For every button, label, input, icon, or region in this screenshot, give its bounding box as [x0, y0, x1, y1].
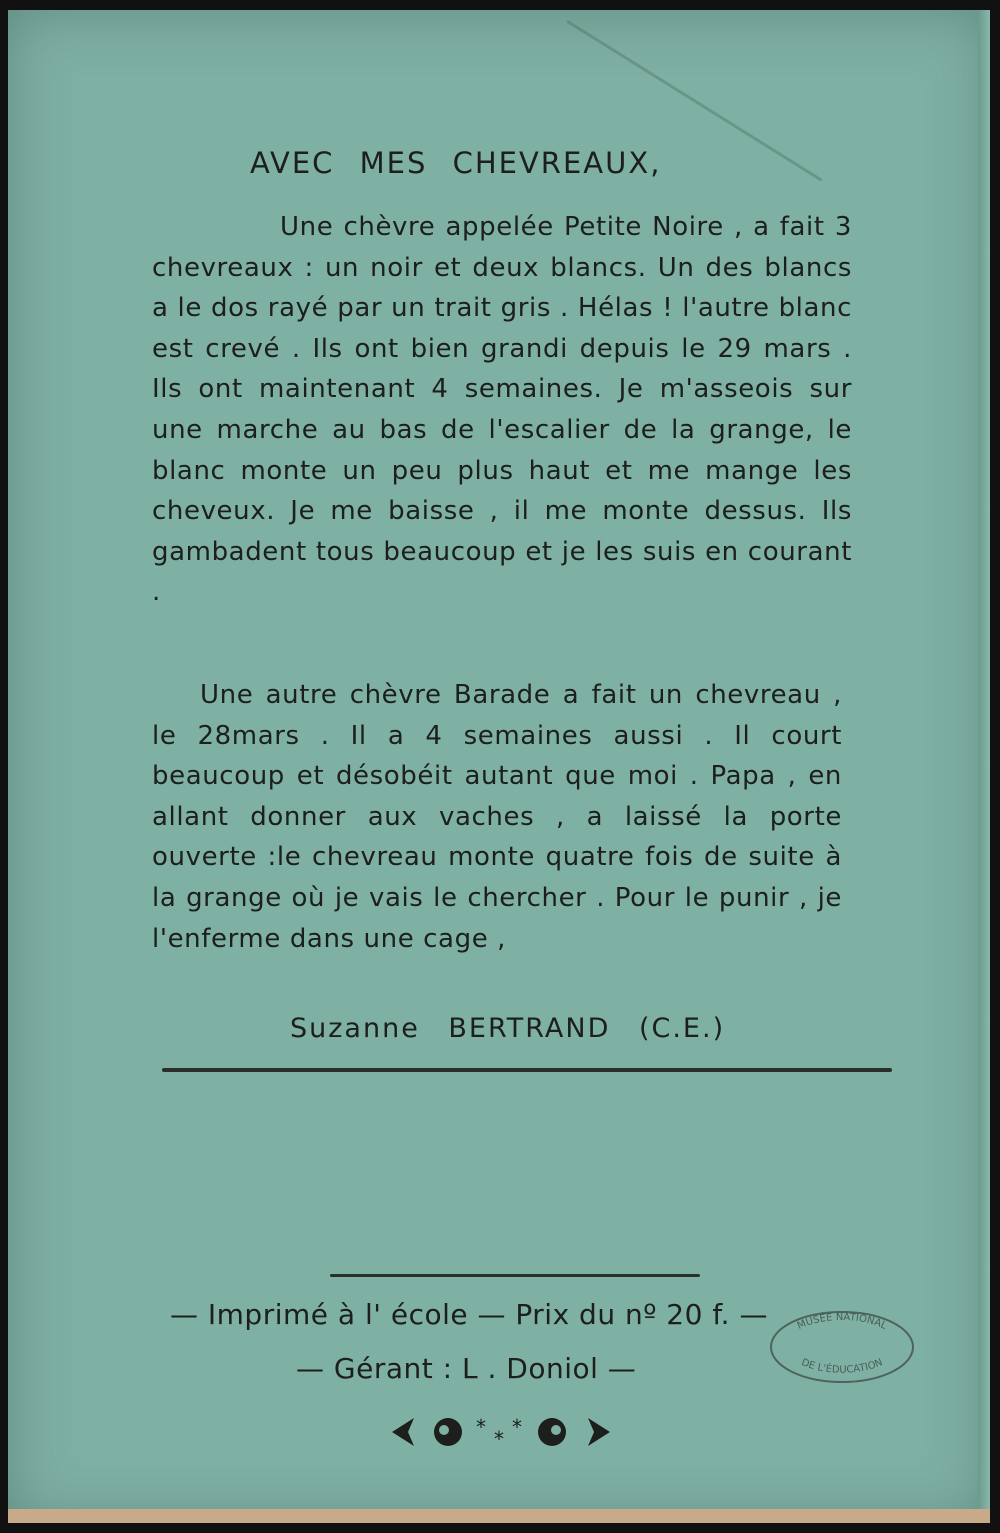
museum-stamp: [768, 1308, 916, 1386]
svg-text:MUSÉE NATIONAL: [796, 1311, 889, 1332]
page-edge-bottom: [8, 1509, 990, 1523]
footer-divider-rule: [330, 1274, 700, 1277]
page-edge-right: [978, 10, 990, 1523]
article-paragraph-2: Une autre chèvre Barade a fait un chevreau , le 28mars . Il a 4 semaines aussi . Il court beaucoup et désobéit autant que moi . Papa , en allant donner aux vaches , a laissé la porte ouverte :le chevreau monte quatre fois de suite à la grange où je vais le chercher . Pour le punir , je l'enferme dans une cage ,: [152, 680, 842, 954]
stamp-top-text: MUSÉE NATIONAL: [795, 1311, 889, 1332]
article-title: AVEC MES CHEVREAUX,: [250, 146, 662, 180]
svg-text:*: *: [476, 1415, 486, 1439]
imprint-line: — Imprimé à l' école — Prix du nº 20 f. —: [170, 1298, 768, 1331]
decorative-ornament: [388, 1408, 618, 1456]
svg-text:DE L'ÉDUCATION: [800, 1357, 885, 1376]
divider-rule: [162, 1068, 892, 1072]
svg-text:*: *: [494, 1427, 504, 1451]
stamp-bottom-text: DE L'ÉDUCATION: [799, 1357, 885, 1376]
manager-line: — Gérant : L . Doniol —: [296, 1352, 637, 1385]
article-paragraph-1: Une chèvre appelée Petite Noire , a fait 3 chevreaux : un noir et deux blancs. Un des blancs a le dos rayé par un trait gris . Hélas ! l'autre blanc est crevé . Ils ont bien grandi depuis le 29 mars . Ils ont maintenant 4 semaines. Je m'asseois sur une marche au bas de l'escalier de la grange, le blanc monte un peu plus haut et me mange les cheveux. Je me baisse , il me monte dessus. Ils gambadent tous beaucoup et je les suis en courant .: [152, 212, 852, 608]
author-signature: Suzanne BERTRAND (C.E.): [290, 1013, 726, 1044]
svg-text:*: *: [512, 1415, 522, 1439]
